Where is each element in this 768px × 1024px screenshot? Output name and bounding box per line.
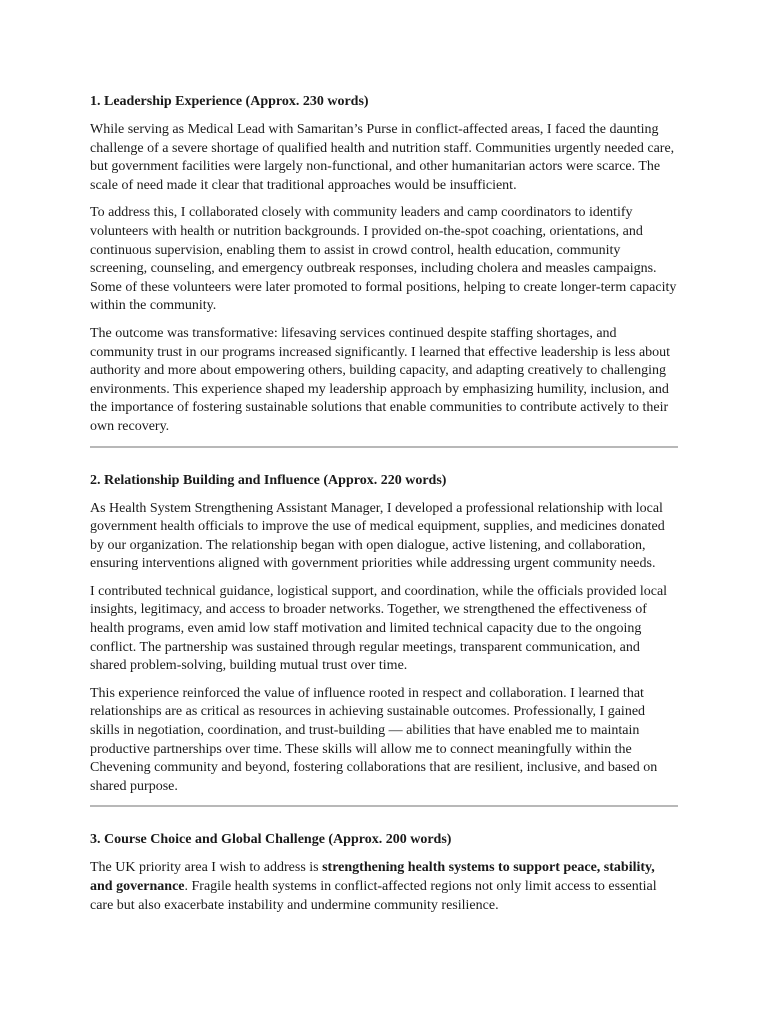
section-relationship-building — [90, 471, 678, 797]
document-page — [90, 90, 678, 924]
paragraph — [90, 859, 678, 915]
section-leadership-experience — [90, 92, 678, 437]
section-divider — [90, 805, 678, 807]
intro-text: The UK priority area I wish to address is — [90, 860, 323, 876]
section-heading: 1. Leadership Experience (Approx. 230 words) — [90, 94, 369, 109]
paragraph: I contributed technical guidance, logistical support, and coordination, while the officials provided local insights, legitimacy, and access to broader networks. Together, we strengthened the effectiveness of health programs, even amid low staff motivation and limited technical capacity due to the ongoing conflict. The partnership was sustained through regular meetings, transparent communication, and shared problem-solving, building mutual trust over time. — [90, 583, 668, 674]
paragraph: The outcome was transformative: lifesaving services continued despite staffing shortages, and community trust in our programs increased significantly. I learned that effective leadership is less about authority and more about empowering others, building capacity, and adapting creatively to challenging environments. This experience shaped my leadership approach by emphasizing humility, inclusion, and the importance of fostering sustainable solutions that enable communities to contribute actively to their own recovery. — [90, 325, 671, 434]
paragraph: This experience reinforced the value of influence rooted in respect and collaboration. I learned that relationships are as critical as resources in achieving sustainable outcomes. Professionally, I gained skills in negotiation, coordination, and trust-building — abilities that have enabled me to maintain productive partnerships over time. These skills will allow me to connect meaningfully within the Chevening community and beyond, fostering collaborations that are resilient, inclusive, and based on shared purpose. — [90, 685, 658, 794]
paragraph: As Health System Strengthening Assistant Manager, I developed a professional relationship with local government health officials to improve the use of medical equipment, supplies, and medicines donated by our organization. The relationship began with open dialogue, active listening, and collaboration, ensuring interventions aligned with government priorities while addressing urgent community needs. — [90, 500, 665, 572]
paragraph: While serving as Medical Lead with Samaritan’s Purse in conflict-affected areas, I faced the daunting challenge of a severe shortage of qualified health and nutrition staff. Communities urgently needed care, but government facilities were largely non-functional, and other humanitarian actors were scarce. The scale of need made it clear that traditional approaches would be insufficient. — [90, 122, 675, 193]
section-heading: 3. Course Choice and Global Challenge (Approx. 200 words) — [90, 832, 452, 848]
priority-area-emphasis: strengthening health systems to support peace, stability, and governance — [90, 860, 655, 894]
section-divider — [90, 446, 678, 448]
intro-continuation: . Fragile health systems in conflict-affected regions not only limit access to essential care but also exacerbate instability and undermine community resilience. — [90, 879, 657, 913]
paragraph: To address this, I collaborated closely with community leaders and camp coordinators to identify volunteers with health or nutrition backgrounds. I provided on-the-spot coaching, orientations, and continuous supervision, enabling them to assist in crowd control, health education, community screening, counseling, and emergency outbreak responses, including cholera and measles campaigns. Some of these volunteers were later promoted to formal positions, helping to create longer-term capacity within the community. — [90, 205, 677, 314]
section-course-choice — [90, 830, 678, 915]
section-heading: 2. Relationship Building and Influence (Approx. 220 words) — [90, 472, 447, 488]
